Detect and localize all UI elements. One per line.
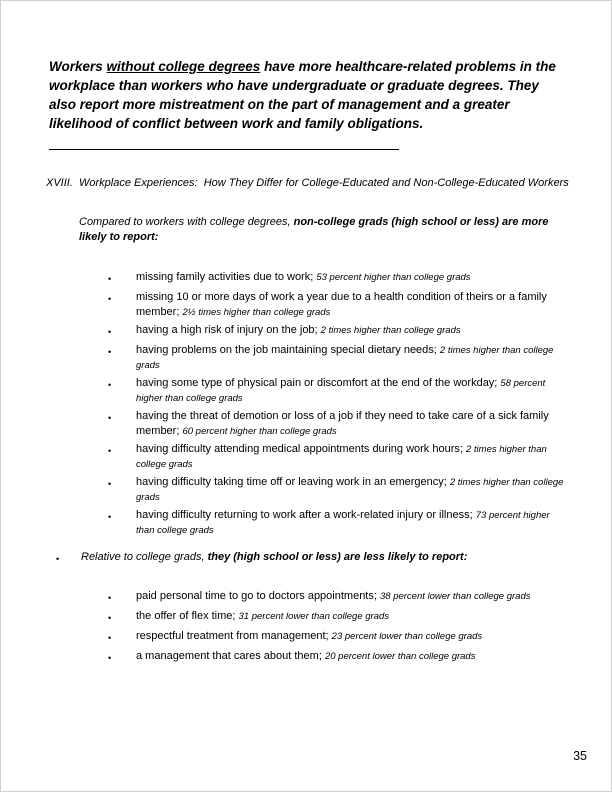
list-item-text: having difficulty taking time off or leaving work in an emergency; <box>136 476 450 488</box>
list-item-note: 2 times higher than college grads <box>136 477 564 503</box>
list-item-content <box>136 290 567 320</box>
bullet-icon: • <box>108 327 112 337</box>
intro-underlined-phrase: without college degrees <box>106 59 261 74</box>
list-item-content <box>136 589 567 606</box>
list-item-note: 20 percent lower than college grads <box>324 651 476 662</box>
list-item-content <box>136 508 567 538</box>
list-item-note: 53 percent higher than college grads <box>316 272 471 283</box>
list-item-content <box>136 270 567 287</box>
intro-paragraph <box>49 57 567 133</box>
bullet-icon: • <box>108 479 112 489</box>
list-item-content <box>136 649 567 666</box>
list-item <box>108 609 567 626</box>
more-likely-lead-plain: Compared to workers with college degrees, <box>79 216 294 228</box>
bullet-icon: • <box>56 554 60 564</box>
more-likely-lead-bold: non-college grads (high school or less) are more likely to report: <box>79 216 549 243</box>
list-item-content <box>136 629 567 646</box>
less-likely-list <box>108 589 567 666</box>
list-item <box>108 442 567 472</box>
bullet-icon: • <box>108 593 112 603</box>
bullet-icon: • <box>108 613 112 623</box>
list-item-note: 73 percent higher than college grads <box>136 510 550 536</box>
list-item <box>108 629 567 646</box>
bullet-icon: • <box>108 512 112 522</box>
list-item-content <box>136 376 567 406</box>
list-item-content <box>136 409 567 439</box>
list-item-text: paid personal time to go to doctors appointments; <box>136 590 380 602</box>
horizontal-rule <box>49 149 399 150</box>
list-item-content <box>136 343 567 373</box>
bullet-icon: • <box>108 446 112 456</box>
list-item <box>108 409 567 439</box>
list-item-note: 2½ times higher than college grads <box>182 307 331 318</box>
list-item-text: the offer of flex time; <box>136 610 239 622</box>
list-item-content <box>136 475 567 505</box>
list-item-text: having a high risk of injury on the job; <box>136 324 321 336</box>
bullet-icon: • <box>108 633 112 643</box>
bullet-icon: • <box>108 294 112 304</box>
list-item-text: having the threat of demotion or loss of a job if they need to take care of a sick family member; <box>136 410 549 437</box>
bullet-icon: • <box>108 274 112 284</box>
list-item <box>108 290 567 320</box>
list-item-text: having problems on the job maintaining special dietary needs; <box>136 344 440 356</box>
list-item-text: respectful treatment from management; <box>136 630 332 642</box>
bullet-icon: • <box>108 380 112 390</box>
list-item <box>108 475 567 505</box>
list-item-content <box>136 609 567 626</box>
list-item-note: 2 times higher than college grads <box>320 325 461 336</box>
list-item-text: missing 10 or more days of work a year due to a health condition of theirs or a family member; <box>136 291 547 318</box>
list-item-note: 38 percent lower than college grads <box>379 591 531 602</box>
list-item-text: having some type of physical pain or discomfort at the end of the workday; <box>136 377 501 389</box>
list-item <box>108 343 567 373</box>
section-number: XVIII. <box>46 177 73 189</box>
list-item <box>108 323 567 340</box>
bullet-icon: • <box>108 653 112 663</box>
more-likely-list <box>108 270 567 538</box>
less-likely-lead-content <box>81 550 565 567</box>
bullet-icon: • <box>108 413 112 423</box>
list-item-content <box>136 442 567 472</box>
intro-text-rest: have more healthcare-related problems in the workplace than workers who have undergraduate or graduate degrees. They also report more mistreatment on the part of management and a greater likelihood of conflict between work and family obligations. <box>49 59 556 131</box>
list-item <box>108 508 567 538</box>
less-likely-lead-plain: Relative to college grads, <box>81 551 208 563</box>
list-item-text: a management that cares about them; <box>136 650 325 662</box>
list-item-note: 31 percent lower than college grads <box>238 611 390 622</box>
list-item-note: 60 percent higher than college grads <box>182 426 337 437</box>
list-item-text: missing family activities due to work; <box>136 271 317 283</box>
list-item-note: 23 percent lower than college grads <box>331 631 483 642</box>
page-number: 35 <box>573 749 587 763</box>
list-item <box>108 649 567 666</box>
list-item-note: 58 percent higher than college grads <box>136 378 546 404</box>
section-heading <box>46 176 571 191</box>
intro-text-start: Workers <box>49 59 107 74</box>
section-title: Workplace Experiences: How They Differ for College-Educated and Non-College-Educated Workers <box>79 177 569 189</box>
list-item <box>108 270 567 287</box>
bullet-icon: • <box>108 347 112 357</box>
list-item-text: having difficulty returning to work after a work-related injury or illness; <box>136 509 476 521</box>
list-item-note: 2 times higher than college grads <box>136 345 554 371</box>
list-item-content <box>136 323 567 340</box>
list-item-note: 2 times higher than college grads <box>136 444 547 470</box>
list-item <box>108 376 567 406</box>
less-likely-lead <box>56 550 565 567</box>
less-likely-lead-bold: they (high school or less) are less likely to report: <box>207 551 468 563</box>
list-item-text: having difficulty attending medical appointments during work hours; <box>136 443 466 455</box>
more-likely-lead <box>79 215 565 245</box>
list-item <box>108 589 567 606</box>
